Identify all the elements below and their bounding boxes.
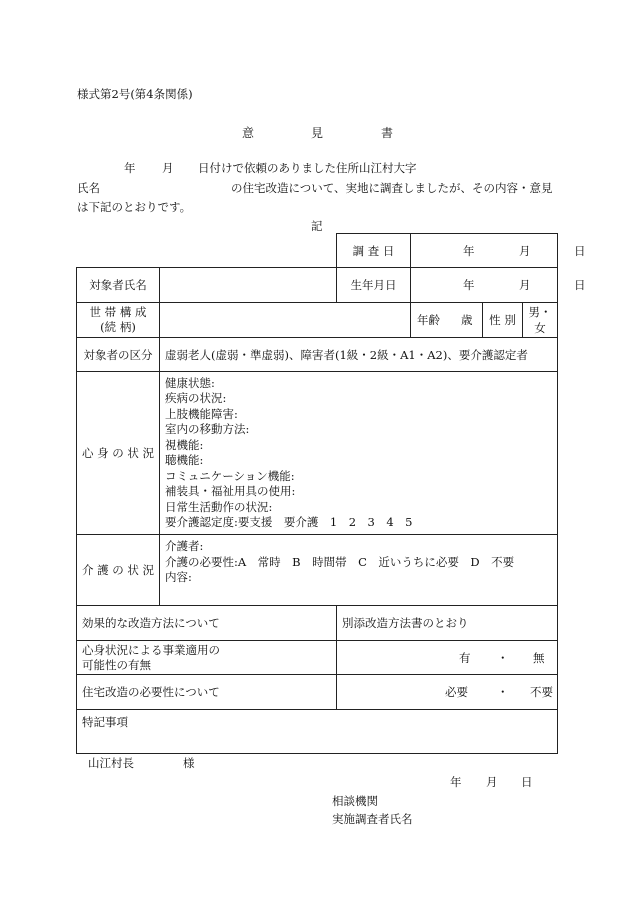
mayor-sama: 様	[183, 756, 195, 770]
row-applicability	[77, 641, 558, 675]
footer-year: 年	[450, 775, 462, 789]
birth-date-year: 年	[463, 278, 475, 292]
household-label	[77, 303, 160, 338]
birth-date-field[interactable]	[411, 268, 586, 303]
physical-item: 室内の移動方法:	[165, 422, 250, 436]
method-label-text: 効果的な改造方法について	[82, 616, 220, 630]
birth-date-day: 日	[574, 278, 586, 292]
necessity-label-text: 住宅改造の必要性について	[82, 685, 220, 699]
row-subject-name	[77, 268, 558, 303]
applicability-dot: ・	[497, 650, 509, 665]
intro-line1: 日付けで依頼のありました住所山江村大字	[198, 161, 417, 175]
form-number: 様式第2号(第4条関係)	[77, 87, 193, 101]
ki-mark: 記	[311, 219, 323, 233]
physical-item: コミュニケーション機能:	[165, 468, 295, 483]
subject-name-field[interactable]	[160, 268, 337, 303]
notes-label: 特記事項	[82, 715, 128, 729]
physical-item: 疾病の状況:	[165, 391, 227, 405]
survey-date-month: 月	[519, 243, 531, 258]
agency-label: 相談機関	[332, 794, 378, 808]
physical-condition-field[interactable]	[160, 372, 558, 535]
necessity-no[interactable]: 不要	[530, 685, 553, 699]
necessity-field[interactable]	[337, 675, 558, 710]
survey-date-field[interactable]	[411, 234, 586, 268]
intro-month: 月	[162, 161, 174, 175]
care-item: 介護者:	[165, 539, 204, 553]
physical-condition-label: 心 身 の 状 況	[77, 372, 160, 535]
care-situation-label: 介 護 の 状 況	[77, 535, 160, 606]
household-label-line2: (続 柄)	[100, 320, 136, 334]
age-unit: 歳	[461, 313, 473, 327]
row-physical-condition	[77, 372, 558, 535]
necessity-label	[77, 675, 337, 710]
notes-field[interactable]	[77, 710, 558, 754]
care-item: 介護の必要性:A 常時 B 時間帯 C 近いうちに必要 D 不要	[165, 554, 515, 569]
row-survey-date	[77, 234, 558, 268]
row-category	[77, 338, 558, 372]
necessity-yes[interactable]: 必要	[445, 685, 468, 699]
applicability-label-line2: 可能性の有無	[82, 657, 151, 672]
birth-date-month: 月	[519, 278, 531, 292]
subject-name-label: 対象者氏名	[77, 268, 160, 303]
physical-item: 聴機能:	[165, 453, 204, 467]
method-label	[77, 606, 337, 641]
age-field[interactable]	[411, 303, 483, 338]
physical-item: 上肢機能障害:	[165, 406, 238, 421]
physical-item: 健康状態:	[165, 375, 215, 390]
footer-month: 月	[486, 775, 498, 789]
applicability-label	[77, 641, 337, 675]
household-field[interactable]	[160, 303, 411, 338]
physical-item: 視機能:	[165, 437, 204, 452]
survey-date-year: 年	[463, 243, 475, 258]
row-necessity	[77, 675, 558, 710]
care-item: 内容:	[165, 570, 192, 584]
method-value[interactable]: 別添改造方法書のとおり	[337, 606, 558, 641]
row-notes	[77, 710, 558, 754]
investigator-label: 実施調査者氏名	[332, 812, 413, 826]
necessity-dot: ・	[497, 685, 509, 699]
applicability-field[interactable]	[337, 641, 558, 675]
row-care-situation	[77, 535, 558, 606]
footer-day: 日	[521, 775, 533, 789]
title-char-1: 意	[242, 126, 255, 140]
gender-options[interactable]: 男・女	[523, 303, 558, 338]
physical-item: 補装具・福祉用具の使用:	[165, 484, 296, 498]
age-label: 年齢	[417, 313, 440, 327]
applicability-yes[interactable]: 有	[459, 650, 471, 665]
physical-item: 要介護認定度:要支援 要介護 1 2 3 4 5	[165, 515, 413, 529]
category-value[interactable]: 虚弱老人(虚弱・準虚弱)、障害者(1級・2級・A1・A2)、要介護認定者	[160, 338, 558, 372]
survey-date-label: 調 査 日	[337, 234, 411, 268]
care-situation-field[interactable]	[160, 535, 558, 606]
gender-label: 性 別	[483, 303, 523, 338]
title-char-2: 見	[311, 126, 324, 140]
mayor-label: 山江村長	[88, 756, 134, 770]
intro-name-label: 氏名	[77, 181, 100, 195]
intro-line2: の住宅改造について、実地に調査しましたが、その内容・意見	[231, 181, 553, 195]
intro-line3: は下記のとおりです。	[77, 200, 192, 214]
applicability-label-line1: 心身状況による事業適用の	[82, 642, 220, 657]
applicability-no[interactable]: 無	[533, 650, 545, 665]
intro-year: 年	[124, 161, 136, 175]
survey-form-table	[76, 233, 586, 754]
category-label: 対象者の区分	[77, 338, 160, 372]
birth-date-label: 生年月日	[337, 268, 411, 303]
survey-date-day: 日	[574, 243, 586, 258]
row-method	[77, 606, 558, 641]
household-label-line1: 世 帯 構 成	[89, 305, 147, 319]
row-household	[77, 303, 558, 338]
title-char-3: 書	[381, 126, 394, 140]
physical-item: 日常生活動作の状況:	[165, 499, 273, 514]
